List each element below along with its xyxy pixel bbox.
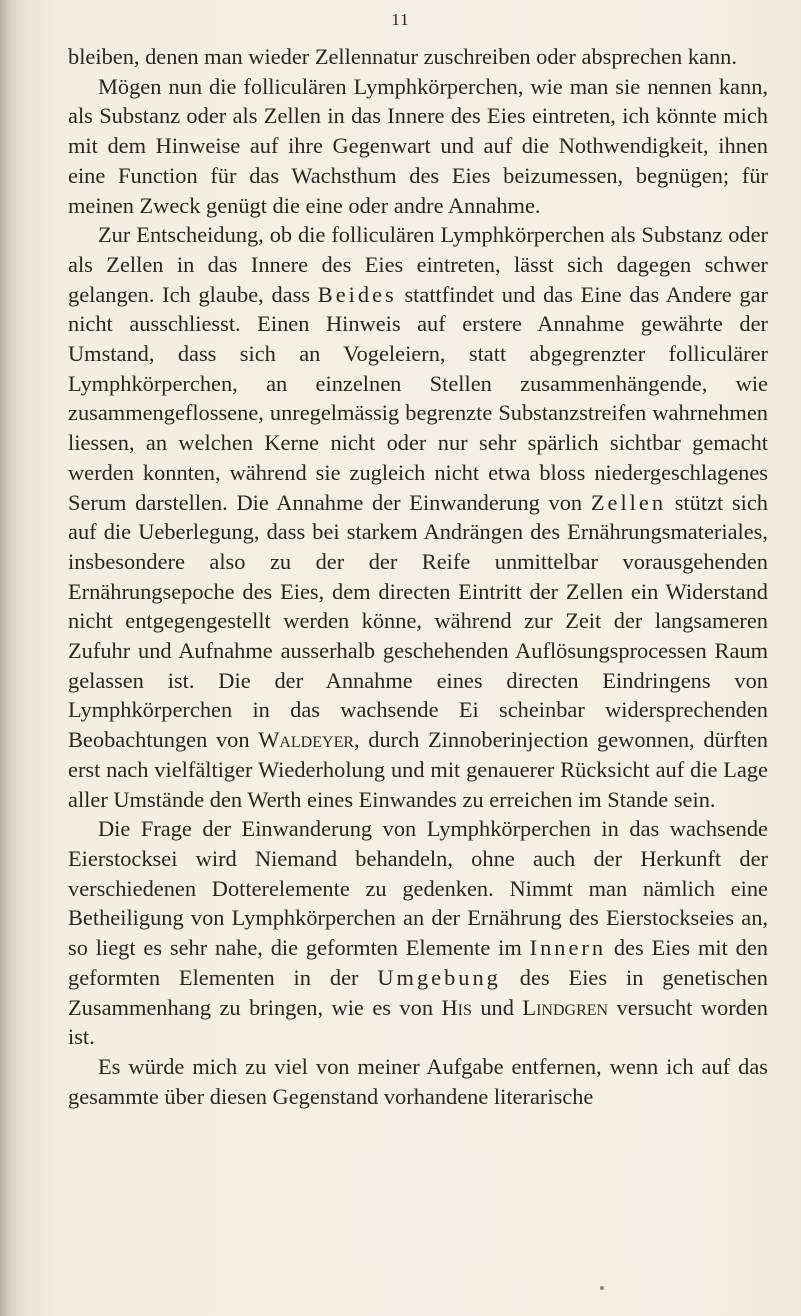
text-segment: Mögen nun die folliculären Lymphkörperchen, wie man sie nennen kann, als Substanz oder als Zellen in das Innere des Eies eintreten, ich könnte mich mit dem Hinweise auf ihre Gegenwart und auf die Nothwendigkeit, ihnen eine Function für das Wachsthum des Eies beizumessen, begnügen; für meinen Zweck genügt die eine oder andre Annahme. xyxy=(68,73,768,218)
paragraph xyxy=(68,220,768,814)
paragraph xyxy=(68,72,768,221)
author-name: His xyxy=(441,994,472,1020)
author-name: Waldeyer xyxy=(258,727,355,753)
body-text xyxy=(68,42,768,1111)
page-number: 11 xyxy=(391,10,410,29)
paragraph xyxy=(68,814,768,1052)
paragraph xyxy=(68,1052,768,1111)
author-name: Lindgren xyxy=(522,994,609,1020)
text-segment: versucht worden ist. xyxy=(68,994,769,1050)
text-segment: Es würde mich zu viel von meiner Aufgabe entfernen, wenn ich auf das gesammte über diesen Gegenstand vorhandene literarische xyxy=(68,1053,768,1109)
text-segment: und xyxy=(471,994,523,1020)
emphasized-text: Umgebung xyxy=(377,964,501,990)
print-speck xyxy=(600,1286,604,1290)
text-segment: des Eies in genetischen Zusammenhang zu bringen, wie es von xyxy=(68,964,768,1020)
text-segment: Zur Entscheidung, ob die folliculären Lymphkörperchen als Substanz oder als Zellen in das Innere des Eies eintreten, lässt sich dagegen schwer gelangen. Ich glaube, dass xyxy=(68,222,768,307)
text-segment: , durch Zinnoberinjection gewonnen, dürften erst nach vielfältiger Wiederholung und mit genauerer Rücksicht auf die Lage aller Umstände den Werth eines Einwandes zu erreichen im Stande sein. xyxy=(68,727,768,812)
emphasized-text: Zellen xyxy=(590,489,667,515)
text-segment: stützt sich auf die Ueberlegung, dass bei starkem Andrängen des Ernährungsmateriales, insbesondere also zu der der Reife unmittelbar vorausgehenden Ernährungsepoche des Eies, dem directen Eintritt der Zellen ein Widerstand nicht entgegengestellt werden könne, während zur Zeit der langsameren Zufuhr und Aufnahme ausserhalb geschehenden Auflösungsprocessen Raum gelassen ist. Die der Annahme eines directen Eindringens von Lymphkörperchen in das wachsende Ei scheinbar widersprechenden Beobachtungen von xyxy=(68,489,768,753)
text-segment: Die Frage der Einwanderung von Lymphkörperchen in das wachsende Eierstocksei wird Niemand behandeln, ohne auch der Herkunft der verschiedenen Dotterelemente zu gedenken. Nimmt man nämlich eine Betheiligung von Lymphkörperchen an der Ernährung des Eierstockseies an, so liegt es sehr nahe, die geformten Elemente im xyxy=(68,816,768,961)
emphasized-text: Beides xyxy=(317,281,397,307)
paragraph xyxy=(68,42,768,72)
emphasized-text: Innern xyxy=(529,935,607,961)
text-segment: stattfindet und das Eine das Andere gar nicht ausschliesst. Einen Hinweis auf erstere Annahme gewährte der Umstand, dass sich an Vogeleiern, statt abgegrenzter folliculärer Lymphkörperchen, an einzelnen Stellen zusammenhängende, wie zusammengeflossene, unregelmässig begrenzte Substanzstreifen wahrnehmen liessen, an welchen Kerne nicht oder nur sehr spärlich sichtbar gemacht werden konnten, während sie zugleich nicht etwa bloss niedergeschlagenes Serum darstellen. Die Annahme der Einwanderung von xyxy=(68,281,768,515)
text-segment: des Eies mit den geformten Elementen in der xyxy=(68,935,768,990)
text-segment: bleiben, denen man wieder Zellennatur zuschreiben oder absprechen kann. xyxy=(68,44,737,69)
